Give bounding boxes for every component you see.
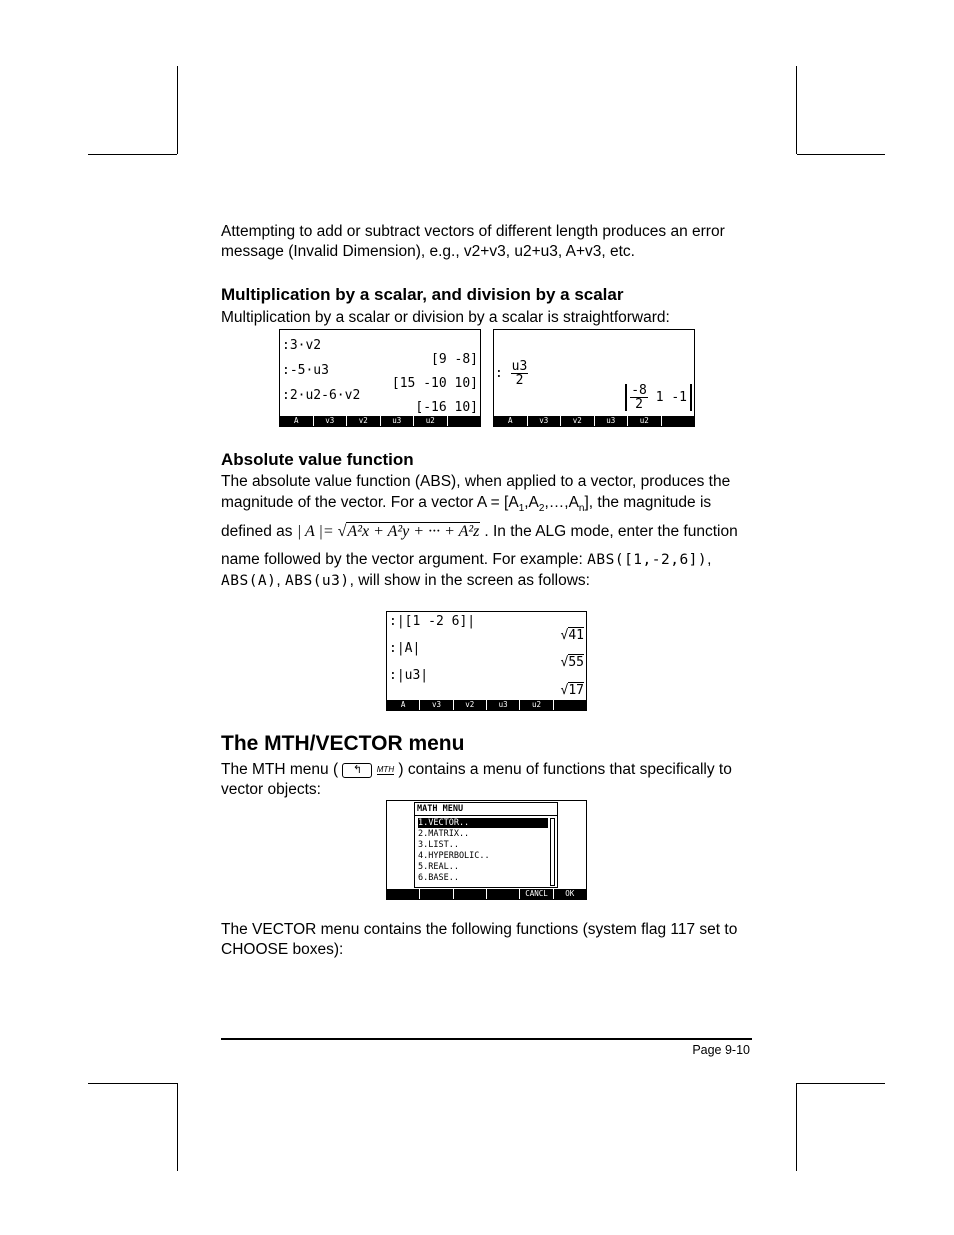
text-part: ], the magnitude is bbox=[584, 494, 712, 511]
screen-line: :3·v2 bbox=[282, 338, 322, 353]
code-example: ABS(u3) bbox=[285, 573, 350, 589]
screen-line: √17 bbox=[560, 683, 584, 698]
softkey[interactable]: v3 bbox=[420, 700, 453, 710]
section-text: Multiplication by a scalar or division by a scalar is straightforward: bbox=[221, 309, 670, 326]
code-example: ABS(A) bbox=[221, 573, 277, 589]
softkey[interactable] bbox=[662, 416, 695, 426]
intro-line: message (Invalid Dimension), e.g., v2+v3, u2+u3, A+v3, etc. bbox=[221, 243, 635, 260]
text-part: defined as bbox=[221, 523, 293, 540]
screen-line: √55 bbox=[560, 655, 584, 670]
text-part: , will show in the screen as follows: bbox=[349, 572, 590, 589]
text-part: , bbox=[707, 551, 712, 568]
section-text bbox=[221, 493, 711, 519]
screen-value: 17 bbox=[568, 683, 584, 698]
softkey[interactable]: v3 bbox=[314, 416, 348, 426]
fraction bbox=[630, 384, 648, 411]
crop-mark bbox=[177, 1083, 178, 1171]
menu-item[interactable]: 1.VECTOR.. bbox=[418, 818, 548, 828]
softkey[interactable]: u3 bbox=[595, 416, 629, 426]
section-text bbox=[221, 760, 732, 780]
scrollbar[interactable] bbox=[550, 818, 555, 886]
calculator-screen bbox=[493, 329, 695, 427]
result-rest: 1 -1 bbox=[655, 390, 687, 405]
crop-mark bbox=[88, 154, 177, 155]
menu-item[interactable]: 2.MATRIX.. bbox=[418, 829, 470, 839]
formula-lhs: | A |= bbox=[296, 523, 334, 540]
key-glyph: ↰ bbox=[342, 763, 372, 778]
key-label: MTH bbox=[376, 765, 395, 774]
softkey-bar bbox=[494, 416, 694, 426]
softkey[interactable] bbox=[420, 889, 453, 899]
section-text bbox=[221, 522, 738, 542]
prompt: : bbox=[495, 366, 503, 381]
menu-title: MATH MENU bbox=[417, 804, 464, 814]
intro-line: Attempting to add or subtract vectors of different length produces an error bbox=[221, 223, 725, 240]
footer-rule bbox=[221, 1038, 752, 1040]
softkey[interactable] bbox=[387, 889, 420, 899]
section-heading: Absolute value function bbox=[221, 450, 414, 469]
fraction-numerator: u3 bbox=[511, 359, 528, 374]
softkey-bar bbox=[280, 416, 480, 426]
softkey[interactable] bbox=[448, 416, 481, 426]
softkey[interactable] bbox=[454, 889, 487, 899]
screen-line: [-16 10] bbox=[415, 400, 478, 415]
screen-line: :2·u2-6·v2 bbox=[282, 388, 361, 403]
crop-mark bbox=[797, 154, 885, 155]
text-part: , bbox=[276, 572, 281, 589]
sqrt-sign: √A²x + A²y + ··· + A²z bbox=[337, 523, 480, 540]
page-number: Page 9-10 bbox=[692, 1043, 750, 1057]
screen-line: :|[1 -2 6]| bbox=[389, 614, 476, 629]
section-text: The absolute value function (ABS), when applied to a vector, produces the bbox=[221, 473, 731, 490]
crop-mark bbox=[88, 1083, 177, 1084]
softkey-bar bbox=[387, 889, 586, 899]
calculator-screen bbox=[279, 329, 481, 427]
softkey[interactable]: v3 bbox=[528, 416, 562, 426]
menu-item[interactable]: 5.REAL.. bbox=[418, 862, 459, 872]
section-heading: Multiplication by a scalar, and division by a scalar bbox=[221, 285, 624, 304]
menu-item[interactable]: 4.HYPERBOLIC.. bbox=[418, 851, 490, 861]
softkey[interactable]: u3 bbox=[381, 416, 415, 426]
section-text: The VECTOR menu contains the following functions (system flag 117 set to bbox=[221, 921, 738, 938]
softkey[interactable] bbox=[554, 700, 586, 710]
softkey[interactable]: v2 bbox=[561, 416, 595, 426]
text-part: The MTH menu ( bbox=[221, 761, 339, 779]
text-part: . In the ALG mode, enter the function bbox=[484, 523, 738, 540]
formula bbox=[297, 523, 485, 540]
screen-line: :|A| bbox=[389, 641, 421, 656]
screen-value: 55 bbox=[568, 655, 584, 670]
section-text: CHOOSE boxes): bbox=[221, 941, 344, 958]
screen-line: [15 -10 10] bbox=[391, 376, 478, 391]
screen-line: [9 -8] bbox=[431, 352, 478, 367]
menu-item[interactable]: 6.BASE.. bbox=[418, 873, 459, 883]
softkey-cancel[interactable]: CANCL bbox=[520, 889, 553, 899]
fraction-denominator: 2 bbox=[635, 397, 643, 412]
softkey[interactable]: A bbox=[280, 416, 314, 426]
calculator-screen bbox=[386, 800, 587, 900]
code-example: ABS([1,-2,6]) bbox=[587, 552, 708, 568]
screen-line: :-5·u3 bbox=[282, 363, 329, 378]
screen-result bbox=[625, 384, 692, 411]
softkey-bar bbox=[387, 700, 586, 710]
crop-mark bbox=[796, 1083, 797, 1171]
subscript: 1 bbox=[518, 503, 525, 515]
screen-value: 41 bbox=[568, 628, 584, 643]
text-part: ) contains a menu of functions that specifically to bbox=[398, 761, 732, 779]
chapter-heading: The MTH/VECTOR menu bbox=[221, 732, 465, 755]
softkey[interactable]: A bbox=[494, 416, 528, 426]
subscript: n bbox=[578, 503, 585, 515]
subscript: 2 bbox=[538, 503, 545, 515]
softkey[interactable] bbox=[487, 889, 520, 899]
screen-line bbox=[495, 360, 528, 387]
menu-divider bbox=[415, 815, 557, 816]
softkey[interactable]: u2 bbox=[520, 700, 553, 710]
fraction-numerator: -8 bbox=[631, 383, 647, 398]
section-text bbox=[221, 571, 590, 591]
screen-line: √41 bbox=[560, 628, 584, 643]
text-part: ,…,A bbox=[544, 494, 579, 511]
text-part: magnitude of the vector. For a vector A = [A bbox=[221, 494, 519, 511]
softkey[interactable]: u2 bbox=[628, 416, 662, 426]
fraction-denominator: 2 bbox=[515, 373, 524, 388]
softkey[interactable]: u2 bbox=[414, 416, 448, 426]
text-part: name followed by the vector argument. For example: bbox=[221, 551, 583, 568]
softkey[interactable]: A bbox=[387, 700, 420, 710]
softkey[interactable]: v2 bbox=[454, 700, 487, 710]
crop-mark bbox=[796, 66, 797, 154]
fraction bbox=[511, 360, 529, 387]
calculator-screen bbox=[386, 611, 587, 711]
choose-box bbox=[414, 802, 558, 888]
crop-mark bbox=[797, 1083, 885, 1084]
softkey[interactable]: u3 bbox=[487, 700, 520, 710]
screen-line: :|u3| bbox=[389, 668, 429, 683]
softkey[interactable]: v2 bbox=[347, 416, 381, 426]
menu-item[interactable]: 3.LIST.. bbox=[418, 840, 459, 850]
formula-rhs: A²x + A²y + ··· + A²z bbox=[347, 523, 480, 540]
section-text: vector objects: bbox=[221, 781, 321, 798]
section-text bbox=[221, 550, 711, 570]
text-part: ,A bbox=[524, 494, 539, 511]
softkey-ok[interactable]: OK bbox=[565, 889, 575, 898]
crop-mark bbox=[177, 66, 178, 154]
